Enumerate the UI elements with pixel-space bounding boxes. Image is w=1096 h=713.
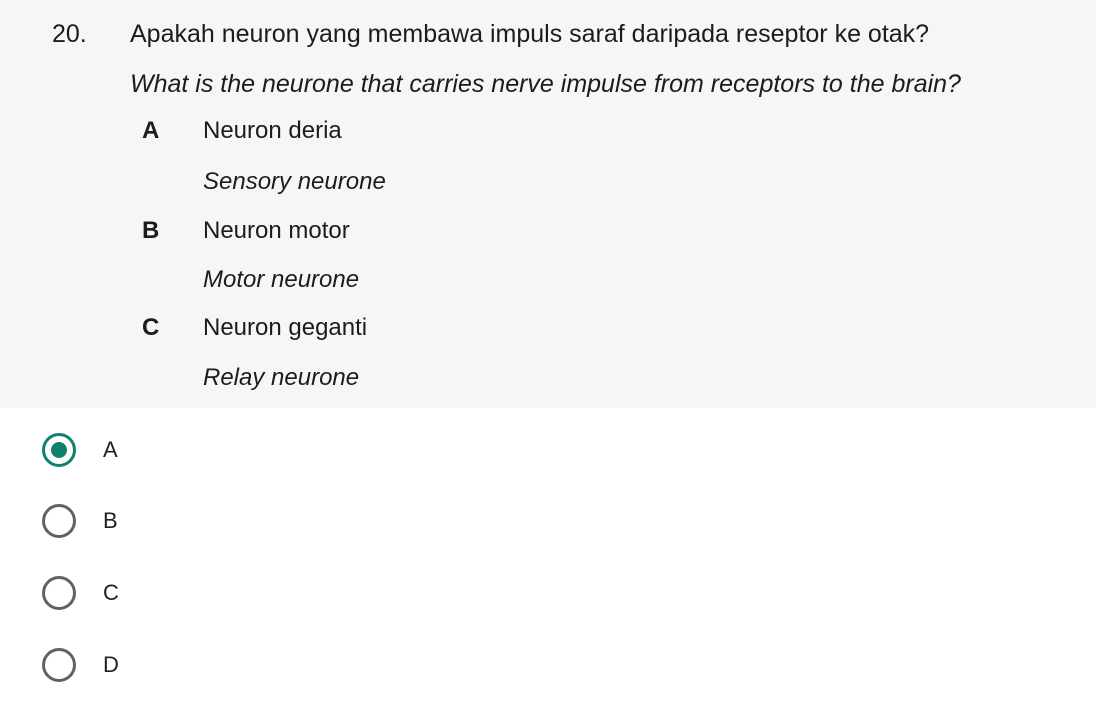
answer-label-a: A (103, 437, 118, 462)
option-letter-c: C (142, 314, 160, 341)
answer-option-c[interactable] (42, 573, 119, 613)
radio-unchecked-icon[interactable] (42, 576, 76, 610)
question-text-malay: Apakah neuron yang membawa impuls saraf daripada reseptor ke otak? (130, 20, 930, 48)
question-text-english: What is the neurone that carries nerve impulse from receptors to the brain? (130, 70, 961, 98)
radio-unchecked-icon[interactable] (42, 648, 76, 682)
radio-unchecked-icon[interactable] (42, 504, 76, 538)
answer-option-a[interactable] (42, 430, 118, 470)
answer-label-d: D (103, 652, 119, 677)
answer-label-c: C (103, 580, 119, 605)
option-letter-a: A (142, 117, 160, 144)
answer-label-b: B (103, 508, 118, 533)
option-a-text-english: Sensory neurone (203, 168, 386, 195)
answer-option-d[interactable] (42, 645, 119, 685)
option-c-text-malay: Neuron geganti (203, 314, 368, 341)
option-b-text-english: Motor neurone (203, 266, 360, 293)
option-a-text-malay: Neuron deria (203, 117, 342, 144)
answer-radio-group (0, 408, 1096, 713)
answer-option-b[interactable] (42, 501, 118, 541)
option-c-text-english: Relay neurone (203, 364, 360, 391)
option-letter-b: B (142, 217, 160, 244)
radio-checked-icon[interactable] (42, 433, 76, 467)
option-b-text-malay: Neuron motor (203, 217, 350, 244)
question-number: 20. (52, 20, 87, 48)
